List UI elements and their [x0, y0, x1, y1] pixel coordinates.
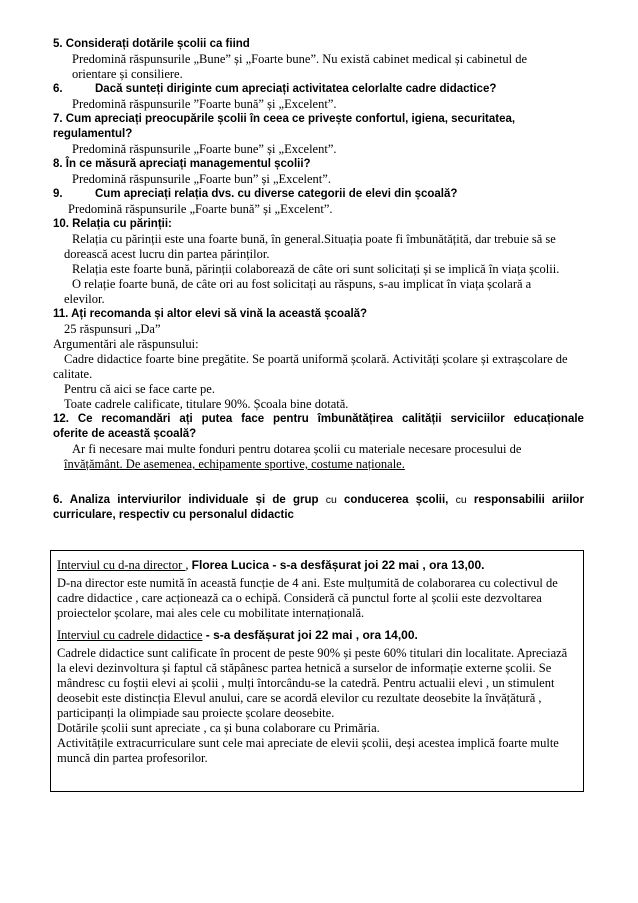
- q7-title-line1: 7. Cum apreciați preocupările școlii în ceea ce privește confortul, igiena, securitatea,: [53, 113, 516, 125]
- section6-heading-word: școlii,: [415, 494, 449, 506]
- q12-title-word: pentru: [273, 413, 309, 425]
- section6-heading-word: ariilor: [551, 494, 584, 506]
- q8-title: 8. În ce măsură apreciați managementul școlii?: [53, 158, 311, 170]
- section6-heading-word: Analiza: [69, 494, 111, 506]
- q5-answer-line2: orientare și consiliere.: [72, 67, 183, 81]
- q10-title: 10. Relația cu părinții:: [53, 218, 172, 230]
- interview2-text-line7: Activitățile extracurriculare sunt cele mai apreciate de elevii școlii, deși acestea implică foarte multe: [57, 736, 559, 750]
- interview1-heading-details: Florea Lucica - s-a desfășurat joi 22 mai , ora 13,00.: [191, 558, 485, 572]
- section6-heading-word: cu: [455, 494, 467, 506]
- q10-paragraph2: Relația este foarte bună, părinții colaborează de câte ori sunt solicitați și se implică în viața școlii.: [72, 262, 560, 276]
- q10-paragraph3-line2: elevilor.: [64, 292, 105, 306]
- q12-title-word: serviciilor: [450, 413, 505, 425]
- q12-title-word: îmbunătățirea: [317, 413, 394, 425]
- interview2-text-line3: mândresc cu foștii elevi ai școlii , mulți întorcându-se la catedră. Pentru actualii elevi , un stimulent: [57, 676, 555, 690]
- interview2-heading-details: - s-a desfășurat joi 22 mai , ora 14,00.: [202, 628, 418, 642]
- section6-heading-word: de: [272, 494, 286, 506]
- q5-title: 5. Considerați dotările școlii ca fiind: [53, 38, 250, 50]
- q12-title-word: putea: [201, 413, 233, 425]
- q8-answer: Predomină răspunsurile „Foarte bun” și „Excelent”.: [72, 172, 331, 186]
- q11-arguments-heading: Argumentări ale răspunsului:: [53, 337, 199, 351]
- q12-answer-line2: învățământ. De asemenea, echipamente sportive, costume naționale.: [64, 457, 405, 471]
- q11-argument2: Pentru că aici se face carte pe.: [64, 382, 215, 396]
- q11-argument1-line2: calitate.: [53, 367, 93, 381]
- interview1-heading: Interviul cu d-na director , Florea Lucica - s-a desfășurat joi 22 mai , ora 13,00.: [57, 558, 485, 572]
- interview1-text-line1: D-na director este numită în această funcție de 4 ani. Este mulțumită de colaborarea cu colectivul de: [57, 576, 558, 590]
- q9-title: Cum apreciați relația dvs. cu diverse categorii de elevi din școală?: [95, 188, 458, 200]
- q6-title: Dacă sunteți diriginte cum apreciați activitatea celorlalte cadre didactice?: [95, 83, 497, 95]
- q12-title-word: educaționale: [513, 413, 584, 425]
- interview2-text-line1: Cadrele didactice sunt calificate în procent de peste 90% și peste 60% titulari din localitate. Apreciază: [57, 646, 568, 660]
- q12-title-word: 12.: [53, 413, 69, 425]
- q11-answer: 25 răspunsuri „Da”: [64, 322, 161, 336]
- q12-title-line1: [53, 412, 584, 427]
- section6-heading-word: interviurilor: [117, 494, 182, 506]
- section6-heading-word: grup: [292, 494, 319, 506]
- interview2-text-line2: la elevi dezinvoltura și faptul că stăpânesc partea hetnică a surselor de informație externe școlii. Se: [57, 661, 552, 675]
- interview1-text-line3: proiectelor școlare, mai ales cele cu mobilitate internațională.: [57, 606, 365, 620]
- q7-answer: Predomină răspunsurile „Foarte bune” și „Excelent”.: [72, 142, 337, 156]
- section6-heading-word: responsabilii: [473, 494, 545, 506]
- q12-answer-line1: Ar fi necesare mai multe fonduri pentru dotarea școlii cu materiale necesare procesului de: [72, 442, 522, 456]
- q7-title-line2: regulamentul?: [53, 128, 133, 140]
- q9-number: 9.: [53, 188, 63, 200]
- q12-title-word: ați: [179, 413, 193, 425]
- section6-heading-word: 6.: [53, 494, 63, 506]
- q10-paragraph3-line1: O relație foarte bună, de câte ori au fost solicitați au răspuns, s-au implicat în viața școlară a: [72, 277, 532, 291]
- interview1-text-line2: cadre didactice , care acționează ca o echipă. Consideră că punctul forte al școlii este dezvoltarea: [57, 591, 542, 605]
- interview2-text-line6: Dotările școlii sunt apreciate , ca și buna colaborare cu Primăria.: [57, 721, 380, 735]
- q10-paragraph1-line1: Relația cu părinții este una foarte bună, în general.Situația poate fi îmbunătățită, dar trebuie să se: [72, 232, 556, 246]
- q12-title-line2: oferite de această școală?: [53, 428, 197, 440]
- q12-title-word: calității: [401, 413, 442, 425]
- interview-box: [50, 550, 584, 792]
- section6-heading-word: individuale: [188, 494, 249, 506]
- section6-heading-line1: [53, 493, 584, 508]
- interview2-heading-label: Interviul cu cadrele didactice: [57, 628, 203, 642]
- q10-paragraph1-line2: dorească acest lucru din partea părinților.: [64, 247, 270, 261]
- section6-heading-word: cu: [325, 494, 337, 506]
- section6-heading-word: conducerea: [344, 494, 409, 506]
- q12-title-word: recomandări: [101, 413, 171, 425]
- interview2-text-line8: muncă din partea profesorilor.: [57, 751, 208, 765]
- q11-argument1-line1: Cadre didactice foarte bine pregătite. Se poartă uniformă școlară. Activități școlare și extrașcolare de: [64, 352, 568, 366]
- q6-answer: Predomină răspunsurile ”Foarte bună” și „Excelent”.: [72, 97, 337, 111]
- q12-title-word: face: [241, 413, 265, 425]
- q11-title: 11. Ați recomanda și altor elevi să vină la această școală?: [53, 308, 368, 320]
- q6-number: 6.: [53, 83, 63, 95]
- q12-title-word: Ce: [77, 413, 93, 425]
- q9-answer: Predomină răspunsurile „Foarte bună” și „Excelent”.: [68, 202, 333, 216]
- interview2-text-line5: participanți la olimpiade sau proiecte școlare deosebite.: [57, 706, 335, 720]
- section6-heading-word: și: [255, 494, 266, 506]
- q5-answer-line1: Predomină răspunsurile „Bune” și „Foarte bune”. Nu există cabinet medical și cabinetul de: [72, 52, 528, 66]
- section6-heading-line2: curriculare, respectiv cu personalul didactic: [53, 509, 294, 521]
- interview2-heading: [57, 627, 418, 643]
- interview1-heading-label: Interviul cu d-na director: [57, 558, 186, 572]
- q11-argument3: Toate cadrele calificate, titulare 90%. Școala bine dotată.: [64, 397, 349, 411]
- interview2-text-line4: deosebit este distincția Elevul anului, care se acordă elevilor cu rezultate deosebite la învățătură ,: [57, 691, 542, 705]
